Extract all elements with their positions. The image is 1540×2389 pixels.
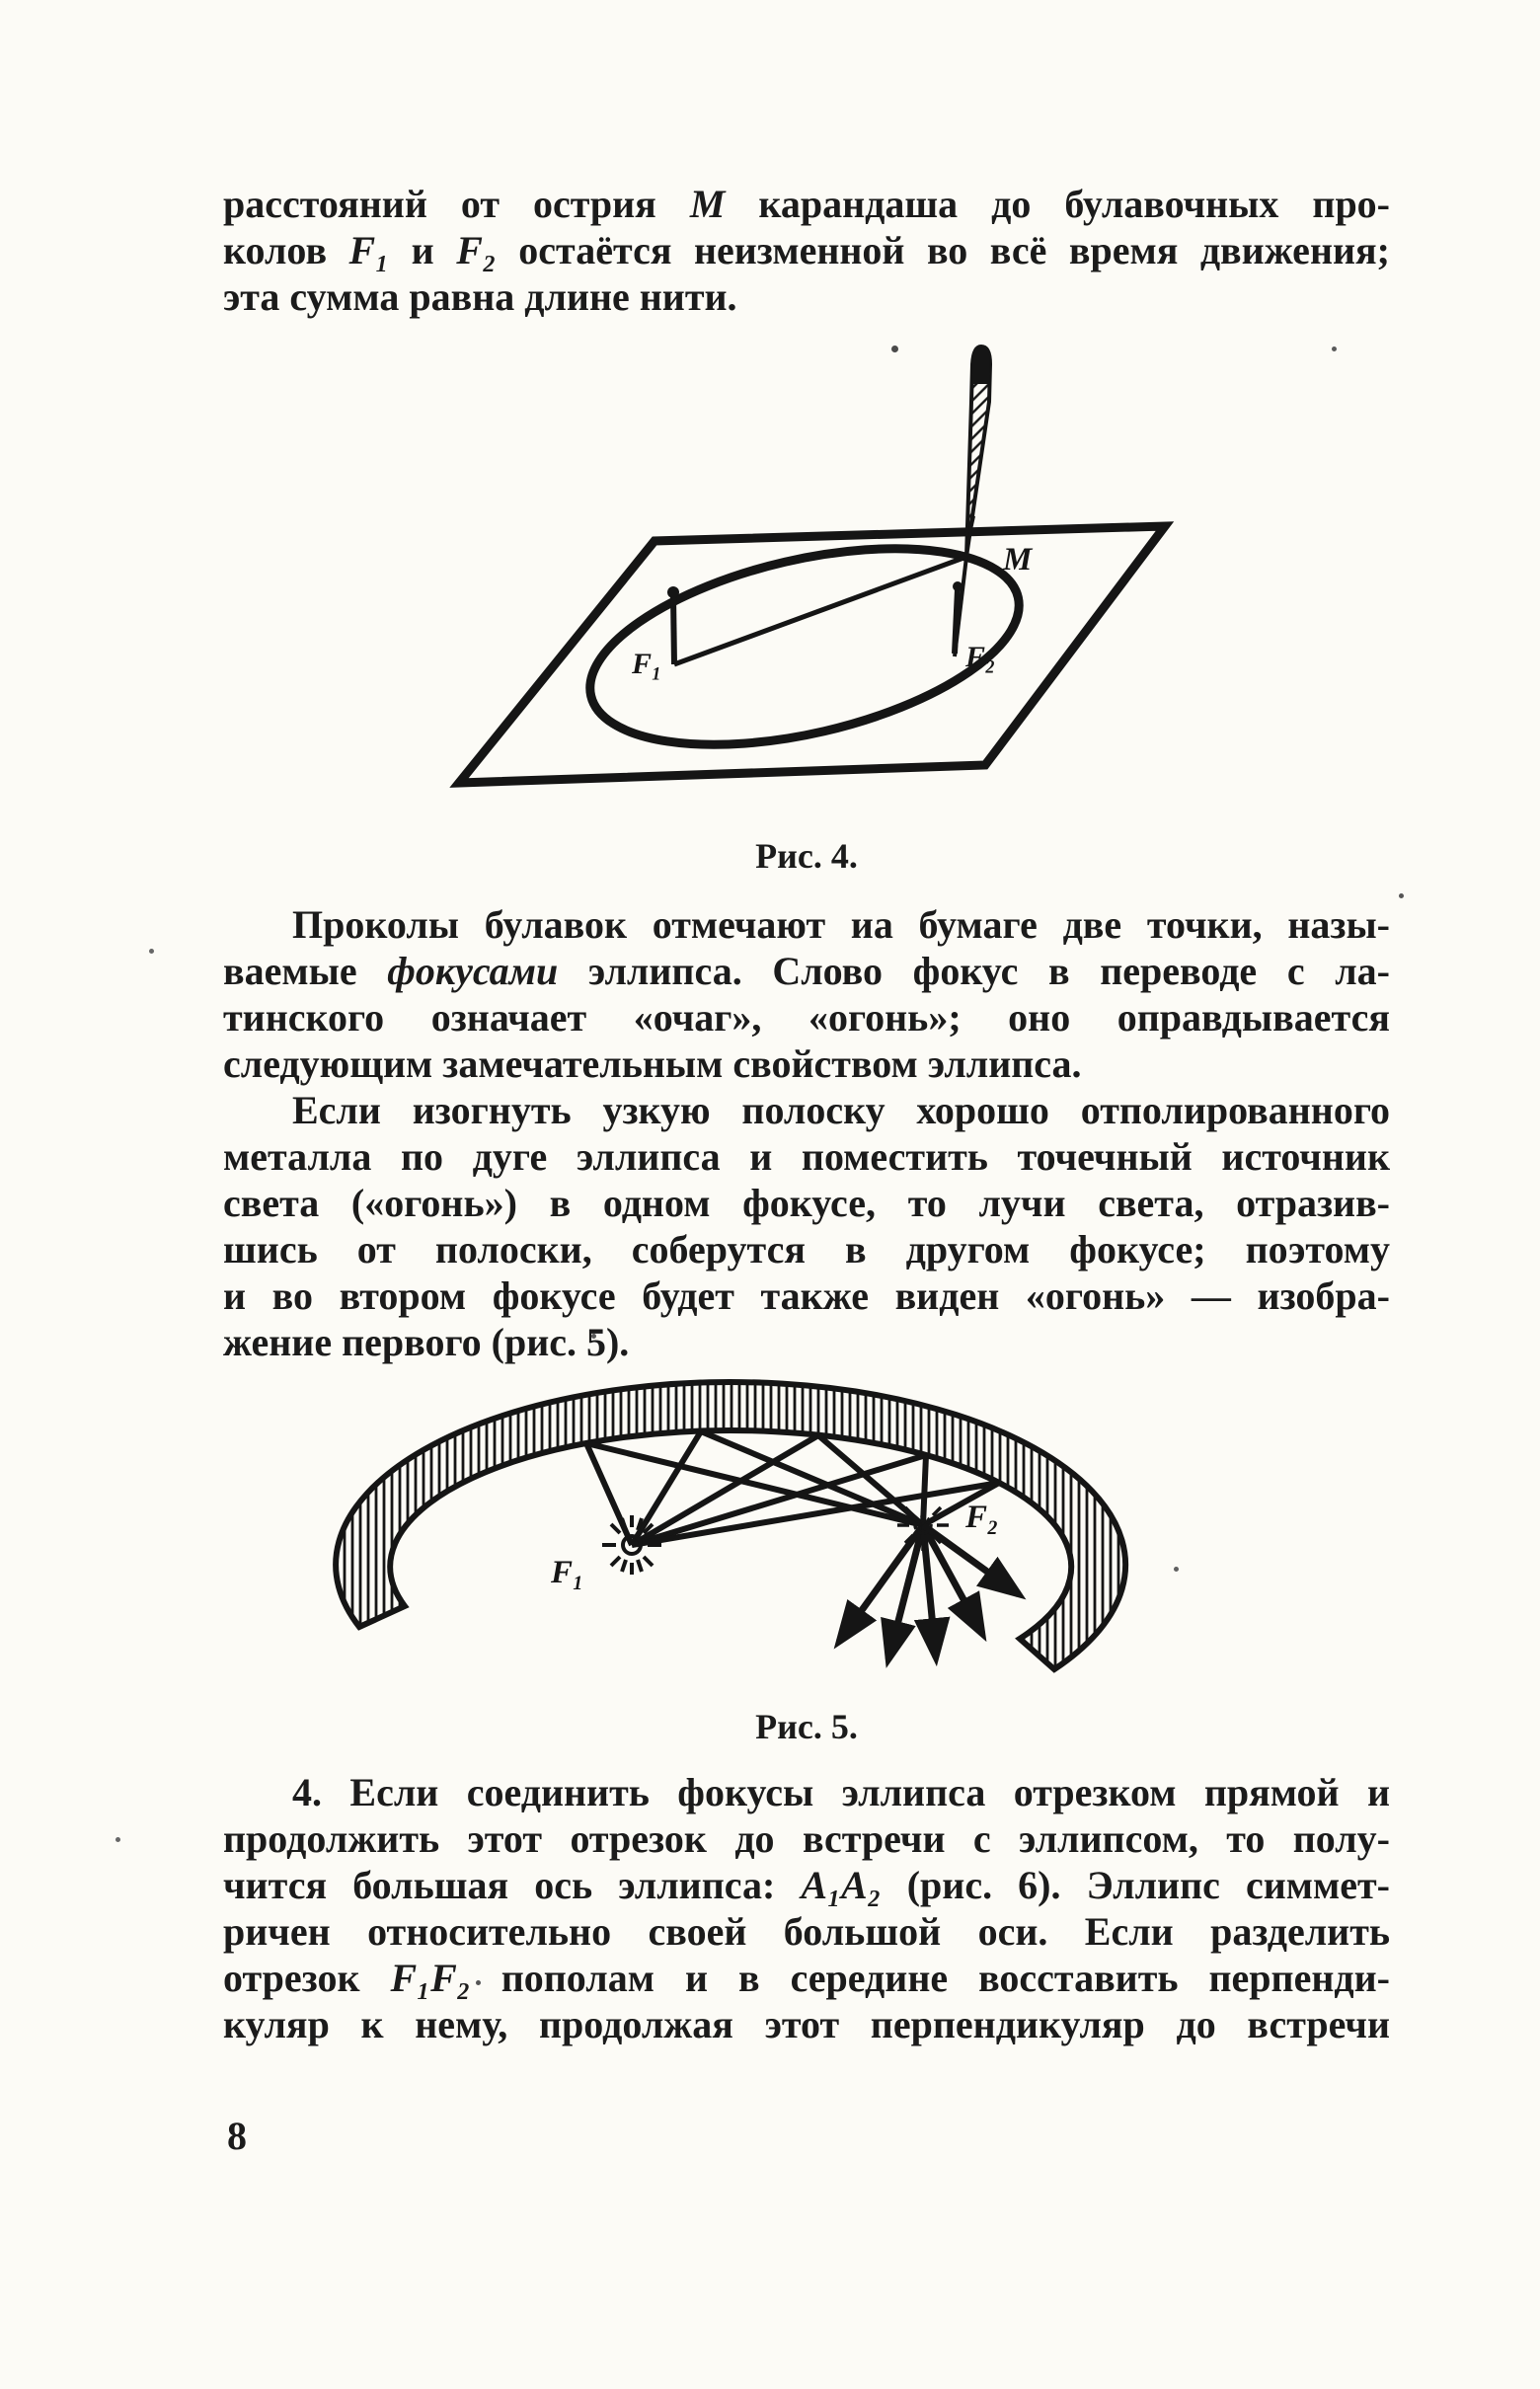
label-m: М [1003,542,1033,578]
pencil-cap [972,347,990,384]
text-line: жение первого (рис. 5). [223,1320,630,1364]
text-line: Если изогнуть узкую полоску хорошо отполированного [292,1088,1390,1132]
text-line: тинского означает «очаг», «огонь»; оно оправдывается [223,995,1390,1040]
text-line: чится большая ось эллипса: A₁A₂ (рис. 6). Эллипс симмет- [223,1863,1390,1907]
figure-5-illustration [286,1377,1165,1693]
pin-f2 [955,589,958,654]
paragraph-3 [223,1087,1390,1365]
text-line: следующим замечательным свойством эллипса. [223,1041,1082,1086]
text-line: ваемые фокусами эллипса. Слово фокус в переводе с ла- [223,949,1390,993]
paragraph-4 [223,1769,1390,2047]
text-line: колов F₁ и F₂ остаётся неизменной во всё время движения; [223,228,1390,272]
text-line: Проколы булавок отмечают иа бумаге две точки, назы- [292,902,1390,947]
paragraph-1 [223,181,1390,320]
label-f1: F₁ [632,648,662,680]
text-line: света («огонь») в одном фокусе, то лучи света, отразив- [223,1181,1390,1225]
plane-outline [459,526,1165,783]
pin-f2-head [953,581,962,591]
pin-f1-head [667,586,679,598]
label-f2: F₂ [965,641,996,673]
figure-4-illustration [434,333,1185,802]
text-line: 4. Если соединить фокусы эллипса отрезком прямой и [292,1770,1391,1814]
text-line: эта сумма равна длине нити. [223,274,737,319]
figure-4-caption: Рис. 4. [755,836,858,876]
label-f1: F₁ [551,1555,584,1590]
label-f2: F₂ [965,1500,999,1535]
text-line: металла по дуге эллипса и поместить точечный источник [223,1134,1390,1179]
text-line: продолжить этот отрезок до встречи с эллипсом, то полу- [223,1816,1390,1861]
text-line: ричен относительно своей большой оси. Если разделить [223,1909,1390,1954]
scan-specks [0,0,3,3]
text-line: отрезок F₁F₂ пополам и в середине восставить перпенди- [223,1956,1390,2000]
text-line: шись от полоски, соберутся в другом фокусе; поэтому [223,1227,1390,1272]
diverging-arrows [839,1525,1019,1659]
thread-to-f1 [674,557,966,664]
figure-5-caption: Рис. 5. [755,1707,858,1746]
pin-f1 [673,595,674,664]
paragraph-2 [223,901,1390,1087]
page-number: 8 [227,2114,247,2158]
text-line: куляр к нему, продолжая этот перпендикуляр до встречи [223,2002,1390,2046]
text-line: расстояний от острия М карандаша до булавочных про- [223,182,1391,226]
text-line: и во втором фокусе будет также виден «огонь» — изобра- [223,1273,1390,1318]
